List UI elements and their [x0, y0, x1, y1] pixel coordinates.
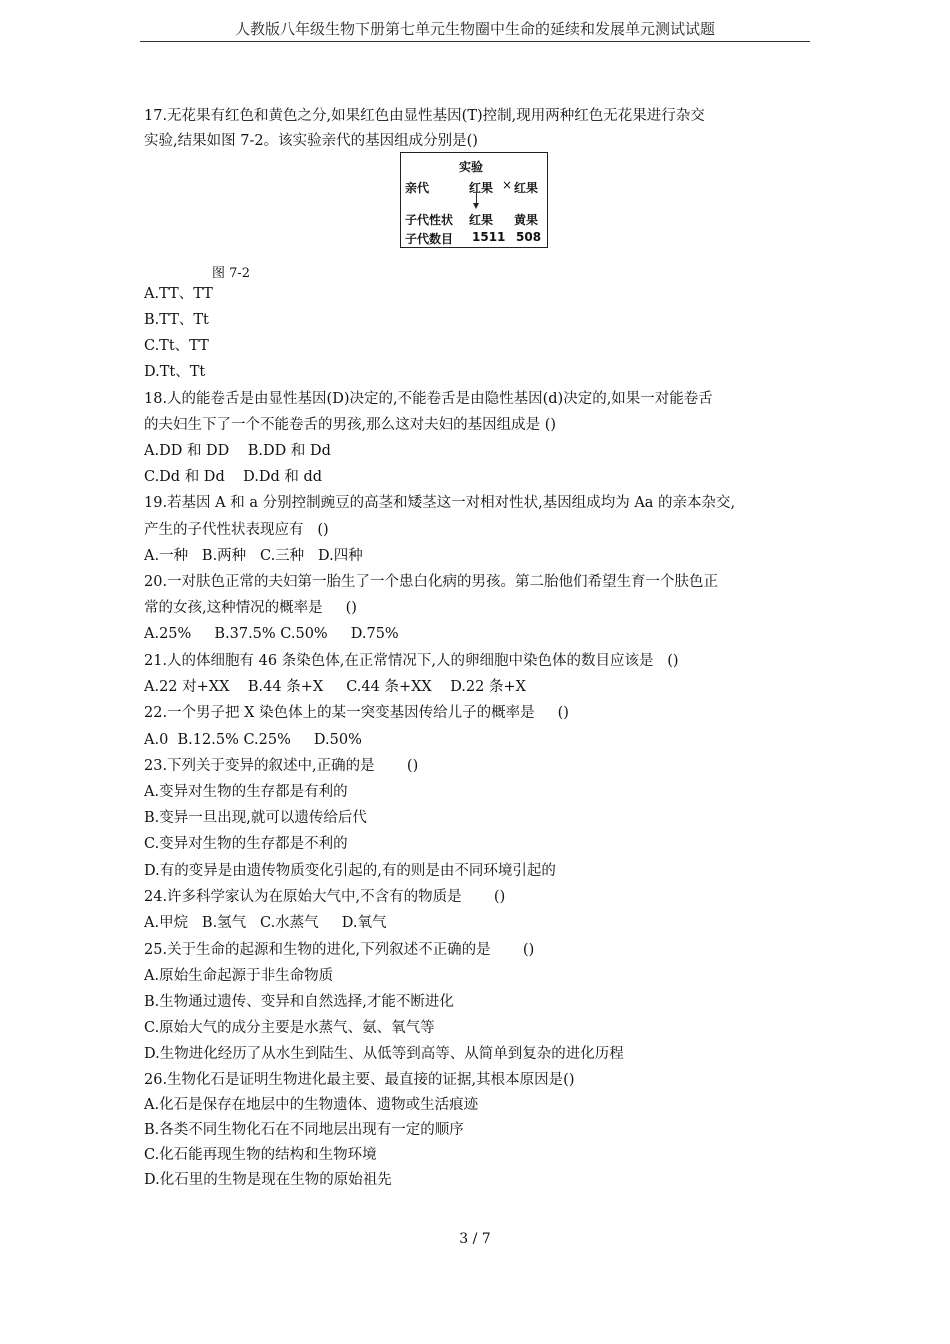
question-18-stem-line-1: 18.人的能卷舌是由显性基因(D)决定的,不能卷舌是由隐性基因(d)决定的,如果一对能卷舌: [144, 391, 713, 407]
question-17-option-b: B.TT、Tt: [144, 312, 209, 328]
question-19-stem-line-2: 产生的子代性状表现应有 (): [144, 522, 329, 538]
header-divider: [140, 41, 810, 42]
question-23-option-d: D.有的变异是由遗传物质变化引起的,有的则是由不同环境引起的: [144, 863, 556, 879]
page-number: 3 / 7: [459, 1231, 491, 1247]
figure-parent-label: 亲代: [405, 181, 430, 195]
question-24-stem: 24.许多科学家认为在原始大气中,不含有的物质是 (): [144, 889, 506, 905]
figure-trait-yellow: 黄果: [514, 213, 539, 227]
question-26-option-c: C.化石能再现生物的结构和生物环境: [144, 1147, 377, 1163]
question-24-options: A.甲烷 B.氢气 C.水蒸气 D.氧气: [144, 915, 387, 931]
question-17-option-d: D.Tt、Tt: [144, 364, 206, 380]
question-25-option-b: B.生物通过遗传、变异和自然选择,才能不断进化: [144, 994, 454, 1010]
down-arrow-head-icon: [473, 203, 479, 209]
question-23-option-c: C.变异对生物的生存都是不利的: [144, 836, 348, 852]
question-23-option-a: A.变异对生物的生存都是有利的: [144, 784, 348, 800]
question-25-option-c: C.原始大气的成分主要是水蒸气、氨、氧气等: [144, 1020, 435, 1036]
question-26-option-d: D.化石里的生物是现在生物的原始祖先: [144, 1172, 392, 1188]
question-19-options: A.一种 B.两种 C.三种 D.四种: [144, 548, 363, 564]
figure-title: 实验: [459, 160, 484, 174]
question-26-option-a: A.化石是保存在地层中的生物遗体、遗物或生活痕迹: [144, 1097, 479, 1113]
figure-trait-red: 红果: [469, 213, 494, 227]
question-21-stem: 21.人的体细胞有 46 条染色体,在正常情况下,人的卵细胞中染色体的数目应该是 (): [144, 653, 679, 669]
figure-parent-right: 红果: [514, 181, 539, 195]
question-26-option-b: B.各类不同生物化石在不同地层出现有一定的顺序: [144, 1122, 464, 1138]
figure-count-red: 1511: [472, 230, 506, 244]
question-18-options-cd: C.Dd 和 Dd D.Dd 和 dd: [144, 469, 323, 485]
figure-caption: 图 7-2: [212, 266, 251, 281]
question-20-stem-line-1: 20.一对肤色正常的夫妇第一胎生了一个患白化病的男孩。第二胎他们希望生育一个肤色正: [144, 574, 719, 590]
figure-offspring-trait-label: 子代性状: [405, 213, 454, 227]
page-header-title: 人教版八年级生物下册第七单元生物圈中生命的延续和发展单元测试试题: [234, 20, 715, 38]
question-25-option-d: D.生物进化经历了从水生到陆生、从低等到高等、从简单到复杂的进化历程: [144, 1046, 624, 1062]
question-17-option-a: A.TT、TT: [144, 286, 213, 302]
question-20-options: A.25% B.37.5% C.50% D.75%: [144, 626, 399, 642]
figure-offspring-count-label: 子代数目: [405, 232, 454, 246]
question-21-options: A.22 对+XX B.44 条+X C.44 条+XX D.22 条+X: [144, 679, 526, 695]
question-25-option-a: A.原始生命起源于非生命物质: [144, 968, 334, 984]
question-25-stem: 25.关于生命的起源和生物的进化,下列叙述不正确的是 (): [144, 942, 535, 958]
figure-count-yellow: 508: [516, 230, 542, 244]
question-23-stem: 23.下列关于变异的叙述中,正确的是 (): [144, 758, 419, 774]
question-17-stem-line-2: 实验,结果如图 7-2。该实验亲代的基因组成分别是(): [144, 133, 478, 149]
question-20-stem-line-2: 常的女孩,这种情况的概率是 (): [144, 600, 357, 616]
question-23-option-b: B.变异一旦出现,就可以遗传给后代: [144, 810, 367, 826]
figure-parent-left: 红果: [469, 181, 494, 195]
question-22-stem: 22.一个男子把 X 染色体上的某一突变基因传给儿子的概率是 (): [144, 705, 569, 721]
experiment-figure-table: [400, 152, 548, 248]
question-19-stem-line-1: 19.若基因 A 和 a 分别控制豌豆的高茎和矮茎这一对相对性状,基因组成均为 Aa 的亲本杂交,: [144, 495, 736, 511]
question-26-stem: 26.生物化石是证明生物进化最主要、最直接的证据,其根本原因是(): [144, 1072, 575, 1088]
figure-cross-symbol: ×: [502, 178, 513, 192]
question-17-stem-line-1: 17.无花果有红色和黄色之分,如果红色由显性基因(T)控制,现用两种红色无花果进行杂交: [144, 108, 705, 124]
question-18-stem-line-2: 的夫妇生下了一个不能卷舌的男孩,那么这对夫妇的基因组成是 (): [144, 417, 557, 433]
question-18-options-ab: A.DD 和 DD B.DD 和 Dd: [144, 443, 331, 459]
question-22-options: A.0 B.12.5% C.25% D.50%: [144, 732, 362, 748]
question-17-option-c: C.Tt、TT: [144, 338, 209, 354]
